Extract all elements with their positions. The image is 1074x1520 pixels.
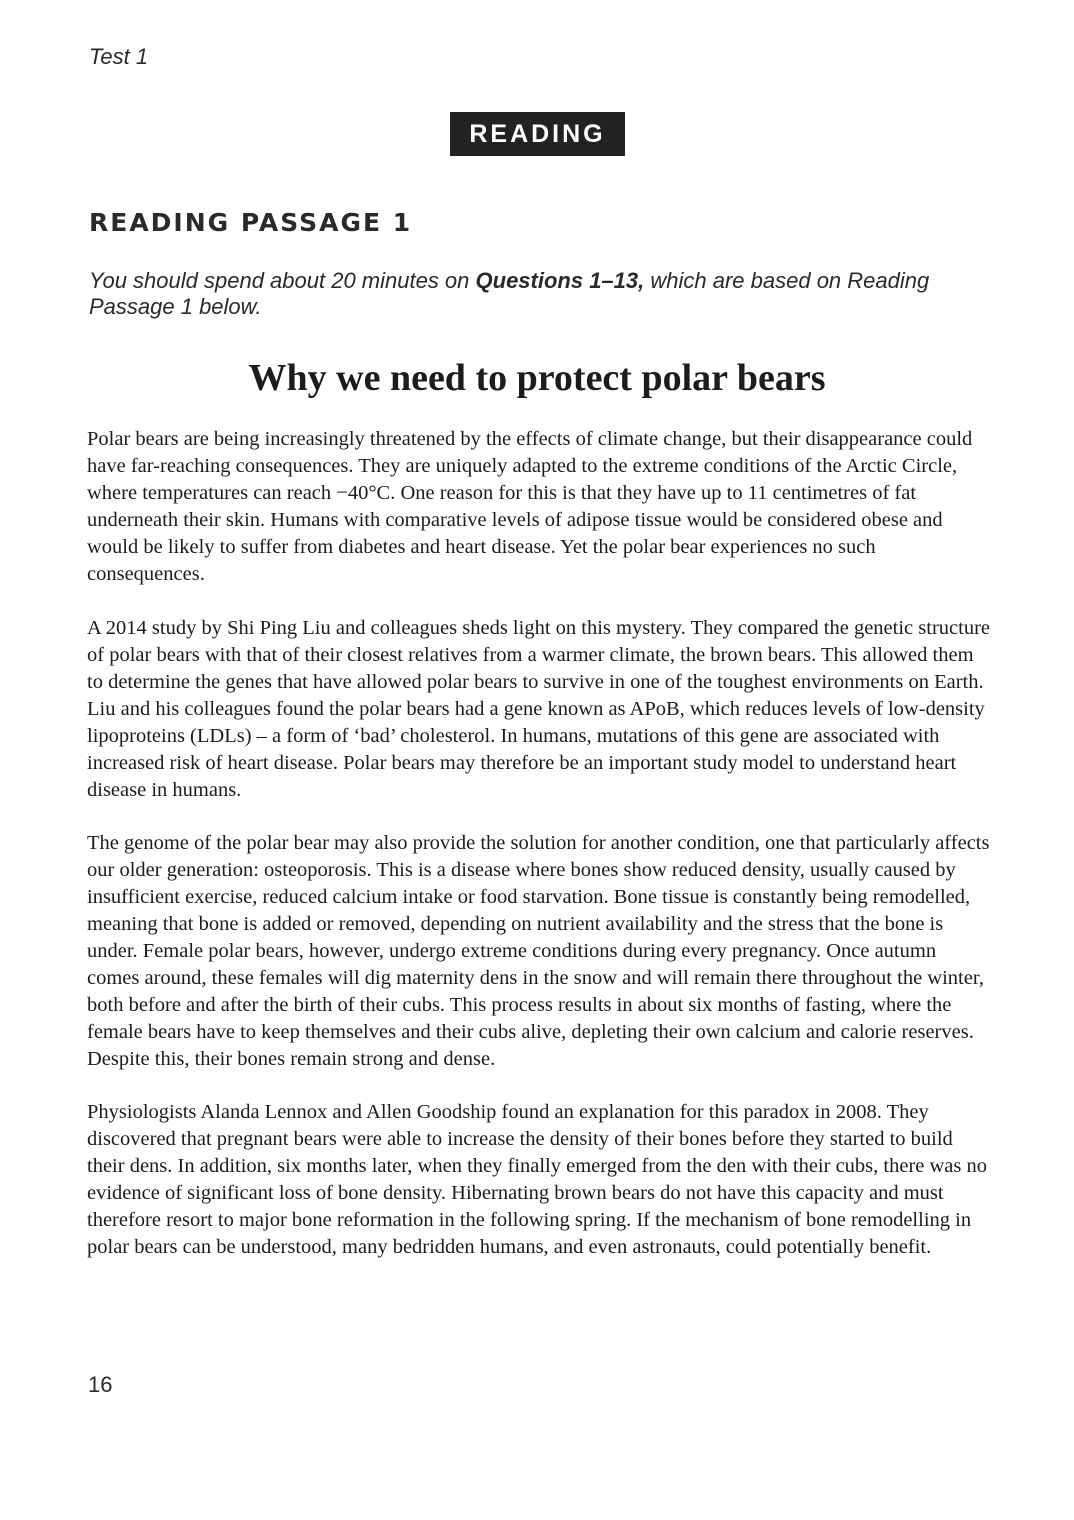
- paragraph-4: Physiologists Alanda Lennox and Allen Goodship found an explanation for this paradox in 2008. They discovered that pregnant bears were able to increase the density of their bones before they started to build their dens. In addition, six months later, when they finally emerged from the den with their cubs, there was no evidence of significant loss of bone density. Hibernating brown bears do not have this capacity and must therefore resort to major bone reformation in the following spring. If the mechanism of bone remodelling in polar bears can be understood, many bedridden humans, and even astronauts, could potentially benefit.: [87, 1101, 988, 1258]
- instructions-text-end: which are based on Reading Passage 1 below.: [89, 268, 930, 319]
- instructions-text-start: You should spend about 20 minutes on: [89, 268, 476, 293]
- passage-heading: READING PASSAGE 1: [89, 208, 413, 237]
- article-title: Why we need to protect polar bears: [248, 357, 826, 399]
- paragraph-2: A 2014 study by Shi Ping Liu and colleagues sheds light on this mystery. They compared the genetic structure of polar bears with that of their closest relatives from a warmer climate, the brown bears. This allowed them to determine the genes that have allowed polar bears to survive in one of the toughest environments on Earth. Liu and his colleagues found the polar bears had a gene known as APoB, which reduces levels of low-density lipoproteins (LDLs) – a form of ‘bad’ cholesterol. In humans, mutations of this gene are associated with increased risk of heart disease. Polar bears may therefore be an important study model to understand heart disease in humans.: [87, 617, 990, 801]
- instructions: [89, 268, 989, 320]
- paragraph-1: Polar bears are being increasingly threatened by the effects of climate change, but their disappearance could have far-reaching consequences. They are uniquely adapted to the extreme conditions of the Arctic Circle, where temperatures can reach −40°C. One reason for this is that they have up to 11 centimetres of fat underneath their skin. Humans with comparative levels of adipose tissue would be considered obese and would be likely to suffer from diabetes and heart disease. Yet the polar bear experiences no such consequences.: [87, 428, 973, 585]
- instructions-questions: Questions 1–13,: [475, 268, 645, 293]
- page-number: 16: [88, 1372, 113, 1397]
- section-banner: READING: [450, 112, 625, 156]
- paragraph-3: The genome of the polar bear may also provide the solution for another condition, one that particularly affects our older generation: osteoporosis. This is a disease where bones show reduced density, usually caused by insufficient exercise, reduced calcium intake or food starvation. Bone tissue is constantly being remodelled, meaning that bone is added or removed, depending on nutrient availability and the stress that the bone is under. Female polar bears, however, undergo extreme conditions during every pregnancy. Once autumn comes around, these females will dig maternity dens in the snow and will remain there throughout the winter, both before and after the birth of their cubs. This process results in about six months of fasting, where the female bears have to keep themselves and their cubs alive, depleting their own calcium and calorie reserves. Despite this, their bones remain strong and dense.: [87, 832, 990, 1070]
- test-label: Test 1: [89, 44, 149, 69]
